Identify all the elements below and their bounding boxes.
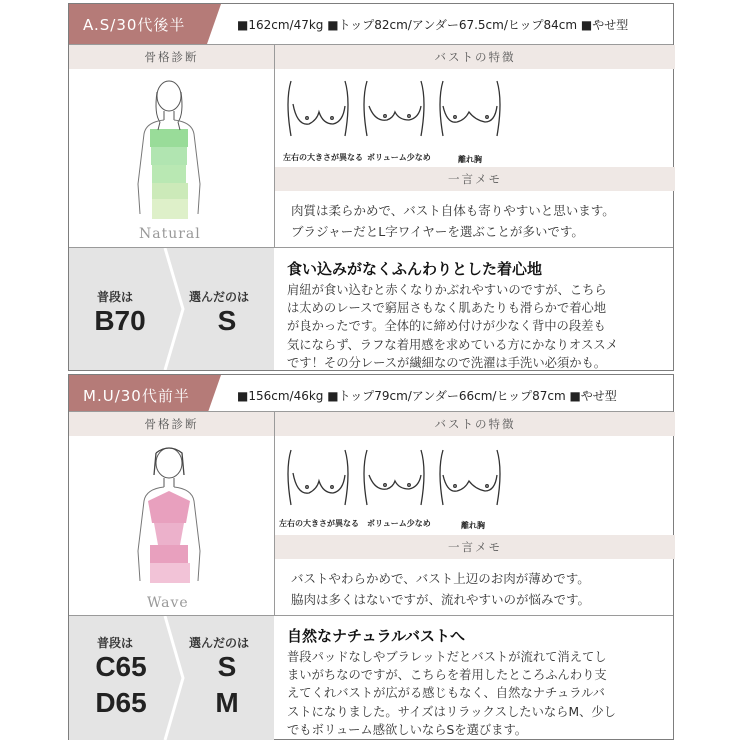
profile-card-2 [68,374,674,740]
profile-name: M.U/30代前半 [83,387,190,405]
review-line: が良かったです。全体的に締め付けが少なく背中の段差も [287,319,606,334]
bust-type-caption: 左右の大きさが異なる [279,519,359,528]
skeleton-label: 骨格診断 [69,45,274,69]
usual-size-label: 普段は [97,636,134,650]
profile-card-1 [68,3,674,371]
chosen-size-label: 選んだのは [189,290,250,304]
divider [274,45,275,247]
profile-header [69,4,673,44]
usual-size-value: B70 [94,305,146,336]
bust-type-caption: 離れ胸 [458,155,482,164]
memo-line: ブラジャーだとL字ワイヤーを選ぶことが多いです。 [291,224,584,239]
bust-type-caption: ボリューム少なめ [367,153,431,162]
review-line: ストになりました。サイズはリラックスしたいならM、少し [287,704,616,719]
chosen-size-value: S [217,305,237,336]
review-line: です！その分レースが繊細なので洗濯は手洗い必須かも。 [287,355,607,370]
memo-label: 一言メモ [275,535,675,559]
review-line: まいがちなのですが、こちらを着用したところふんわり支 [287,668,607,683]
profile-header [69,375,673,415]
body-figure-illustration [124,441,214,591]
profile-name-tag [69,4,221,44]
review-line: でもボリューム感欲しいならSを選びます。 [287,722,528,737]
bust-label: バストの特徴 [275,45,675,69]
review-text [287,648,667,739]
review-headline: 食い込みがなくふんわりとした着心地 [287,260,543,278]
profile-name-tag [69,375,221,415]
usual-size-value: D65 [95,687,147,718]
usual-size-label: 普段は [97,290,134,304]
bust-label: バストの特徴 [275,412,675,436]
review-line: 気にならず、ラフな着用感を求めている方にかなりオススメ [287,337,618,352]
usual-size-value: C65 [95,651,147,682]
memo-line: バストやわらかめで、バスト上辺のお肉が薄めです。 [291,571,590,586]
bust-illustrations [283,76,513,151]
divider [274,412,275,615]
size-compare [69,248,274,370]
body-figure-illustration [124,74,214,224]
review-line: 普段パッドなしやブラレットだとバストが流れて消えてし [287,650,607,664]
bust-type-caption: ボリューム少なめ [367,519,431,528]
memo-line: 肉質は柔らかめで、バスト自体も寄りやすいと思います。 [291,203,615,218]
memo-line: 脇肉は多くはないですが、流れやすいのが悩みです。 [291,592,591,607]
memo-text [291,200,615,242]
memo-text [291,568,590,610]
bust-type-caption: 左右の大きさが異なる [283,153,363,162]
chosen-size-value: M [215,687,239,718]
chosen-size-value: S [217,651,237,682]
profile-specs: ■162cm/47kg ■トップ82cm/アンダー67.5cm/ヒップ84cm ■やせ型 [237,18,629,32]
skeleton-label: 骨格診断 [69,412,274,436]
profile-specs: ■156cm/46kg ■トップ79cm/アンダー66cm/ヒップ87cm ■やせ型 [237,389,617,403]
review-line: えてくれバストが広がる感じもなく、自然なナチュラルバ [287,686,605,701]
bust-illustrations [283,445,513,520]
memo-label: 一言メモ [275,167,675,191]
size-compare [69,616,274,740]
review-line: 肩紐が食い込むと赤くなりかぶれやすいのですが、こちら [287,283,607,297]
profile-name: A.S/30代後半 [83,16,186,34]
body-type-label: Wave [147,595,189,611]
bust-type-caption: 離れ胸 [461,521,485,530]
body-type-label: Natural [139,226,201,242]
chosen-size-label: 選んだのは [189,636,250,650]
review-line: は太めのレースで窮屈さもなく肌あたりも滑らかで着心地 [287,301,607,316]
review-headline: 自然なナチュラルバストへ [287,627,466,645]
review-text [287,281,667,372]
